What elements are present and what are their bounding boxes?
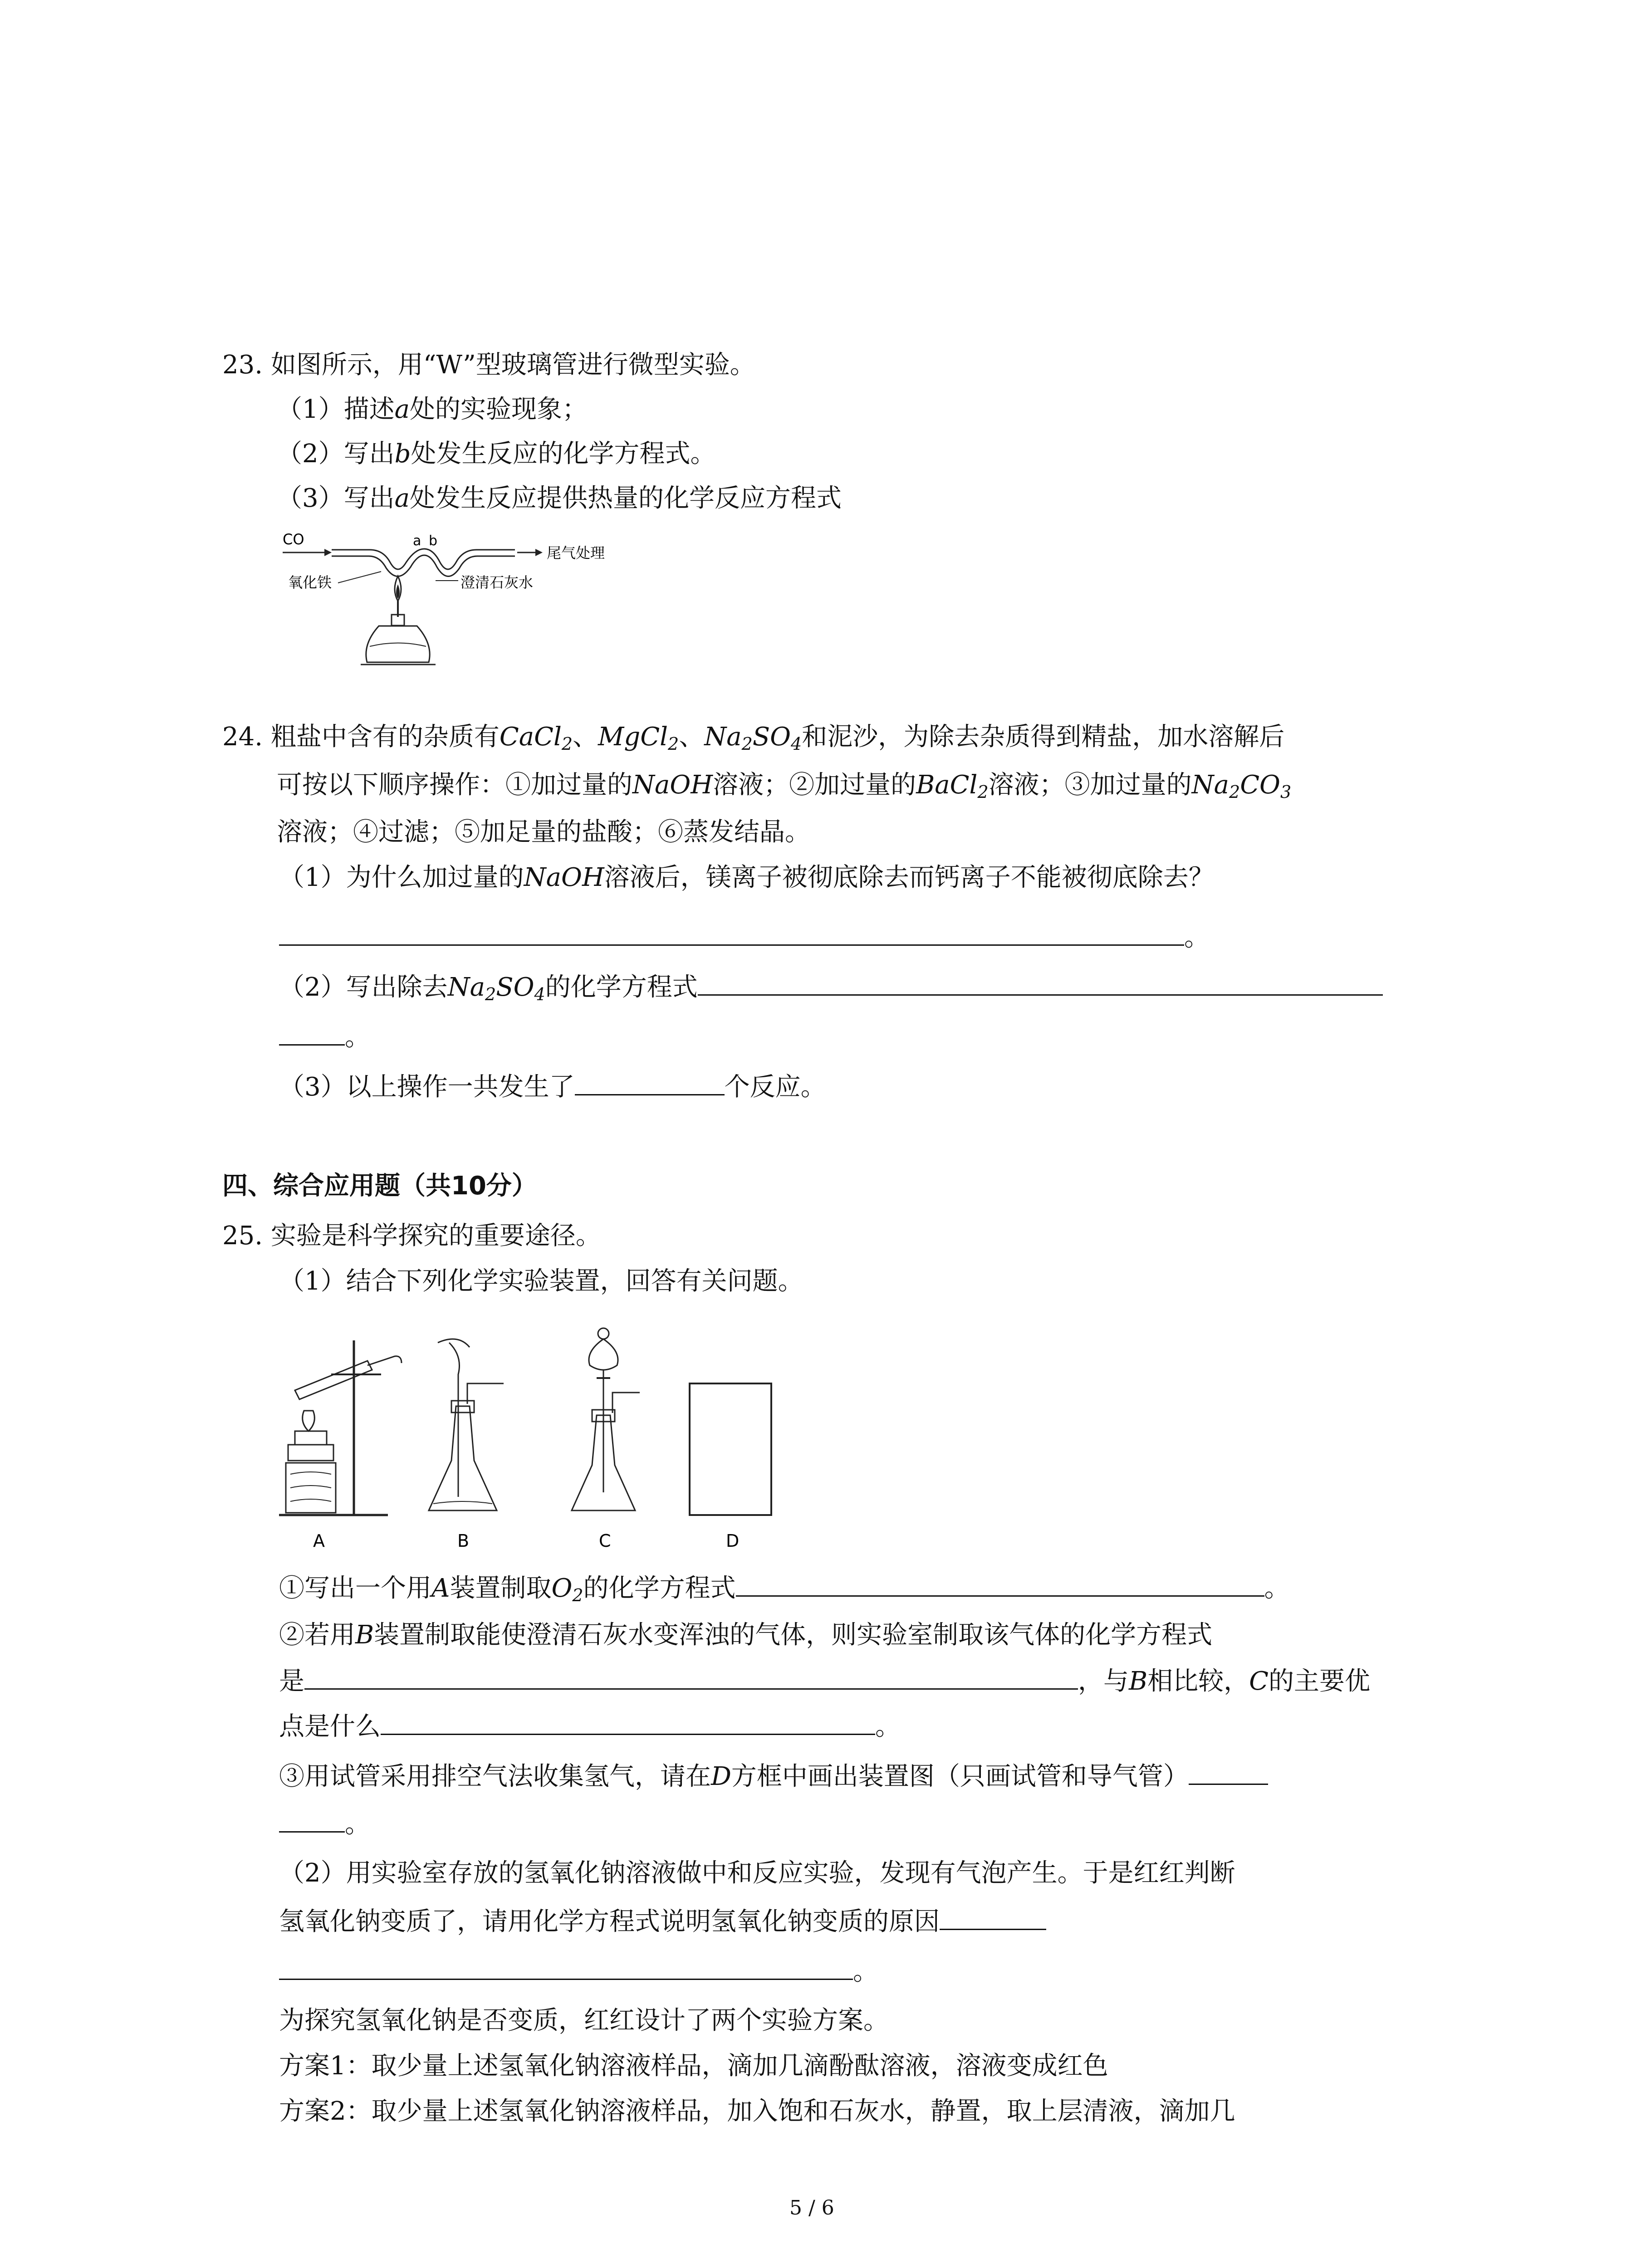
q25-item3: ③用试管采用排空气法收集氢气，请在D方框中画出装置图（只画试管和导气管） (279, 1760, 1268, 1793)
apparatus-c (572, 1328, 640, 1510)
q25-stem: 25. 实验是科学探究的重要途径。 (222, 1221, 601, 1251)
q23-stem: 23. 如图所示，用“W”型玻璃管进行微型实验。 (222, 350, 755, 380)
co-label: CO (283, 531, 304, 548)
q25-item1-blank[interactable] (736, 1572, 1264, 1597)
page-number: 5 / 6 (789, 2196, 834, 2219)
q25-item1: ①写出一个用A装置制取$O_2$的化学方程式 。 (279, 1572, 1290, 1604)
q25-item2-blank2[interactable] (381, 1710, 875, 1735)
q23-sub1: （1）描述a处的实验现象； (277, 395, 588, 424)
q25-item3-blank[interactable] (1189, 1760, 1268, 1785)
apparatus-b (429, 1339, 504, 1510)
iron-oxide-label: 氧化铁 (288, 574, 332, 591)
q25-item2: ②若用B装置制取能使澄清石灰水变浑浊的气体，则实验室制取该气体的化学方程式 (279, 1620, 1213, 1650)
q25-explore: 为探究氢氧化钠是否变质，红红设计了两个实验方案。 (279, 2006, 889, 2035)
q24-sub3-blank[interactable] (575, 1070, 725, 1095)
q25-item3-continue[interactable]: 。 (279, 1808, 370, 1840)
q24-sub3: （3）以上操作一共发生了 个反应。 (279, 1070, 826, 1103)
q24-line2: 可按以下顺序操作：①加过量的NaOH溶液；②加过量的BaCl$_2$溶液；③加过量的$Na_2CO_3$ (277, 770, 1292, 802)
q25-item2-continue: 是 ，与B相比较，C的主要优 (279, 1665, 1370, 1697)
label-a: A (313, 1531, 325, 1551)
q24-line1: 24. 粗盐中含有的杂质有CaCl$_2$、MgCl$_2$、$Na_2SO_4$和泥沙，为除去杂质得到精盐，加水溶解后 (222, 722, 1285, 754)
label-b: B (457, 1531, 470, 1551)
tail-gas-label: 尾气处理 (547, 544, 605, 562)
q24-sub1: （1）为什么加过量的NaOH溶液后，镁离子被彻底除去而钙离子不能被彻底除去？ (279, 863, 1214, 892)
q25-plan2: 方案2：取少量上述氢氧化钠溶液样品，加入饱和石灰水，静置，取上层清液，滴加几 (279, 2097, 1235, 2126)
q24-sub2-continue[interactable]: 。 (279, 1021, 370, 1053)
apparatus-d-box[interactable] (690, 1383, 771, 1515)
q25-sub1: （1）结合下列化学实验装置，回答有关问题。 (279, 1266, 803, 1296)
point-a-label: a (413, 533, 421, 549)
w-tube-apparatus-figure (279, 526, 606, 676)
q23-sub3: （3）写出a处发生反应提供热量的化学反应方程式 (277, 484, 842, 513)
q25-sub2-continue[interactable]: 。 (279, 1955, 878, 1988)
q24-sub2-blank[interactable] (698, 971, 1383, 996)
limewater-label: 澄清石灰水 (460, 574, 534, 591)
q24-sub1-answer-line[interactable]: 。 (279, 921, 1210, 953)
q24-line3: 溶液；④过滤；⑤加足量的盐酸；⑥蒸发结晶。 (277, 817, 810, 847)
q25-sub2-blank[interactable] (940, 1905, 1046, 1930)
lab-apparatus-figure (277, 1325, 798, 1551)
q23-sub2: （2）写出b处发生反应的化学方程式。 (277, 439, 716, 469)
q25-sub2-line1: （2）用实验室存放的氢氧化钠溶液做中和反应实验，发现有气泡产生。于是红红判断 (279, 1858, 1235, 1888)
q25-sub2-line2: 氢氧化钠变质了，请用化学方程式说明氢氧化钠变质的原因 (279, 1905, 1046, 1938)
label-d: D (726, 1531, 740, 1551)
point-b-label: b (429, 533, 438, 549)
q25-plan1: 方案1：取少量上述氢氧化钠溶液样品，滴加几滴酚酞溶液，溶液变成红色 (279, 2051, 1108, 2081)
label-c: C (599, 1531, 611, 1551)
q24-sub2: （2）写出除去$Na_2SO_4$的化学方程式 (279, 971, 1383, 1003)
apparatus-a (279, 1340, 402, 1515)
q25-item2-blank1[interactable] (304, 1665, 1078, 1690)
section4-title: 四、综合应用题（共10分） (222, 1171, 537, 1201)
q25-item2-advantage: 点是什么 。 (279, 1710, 901, 1743)
